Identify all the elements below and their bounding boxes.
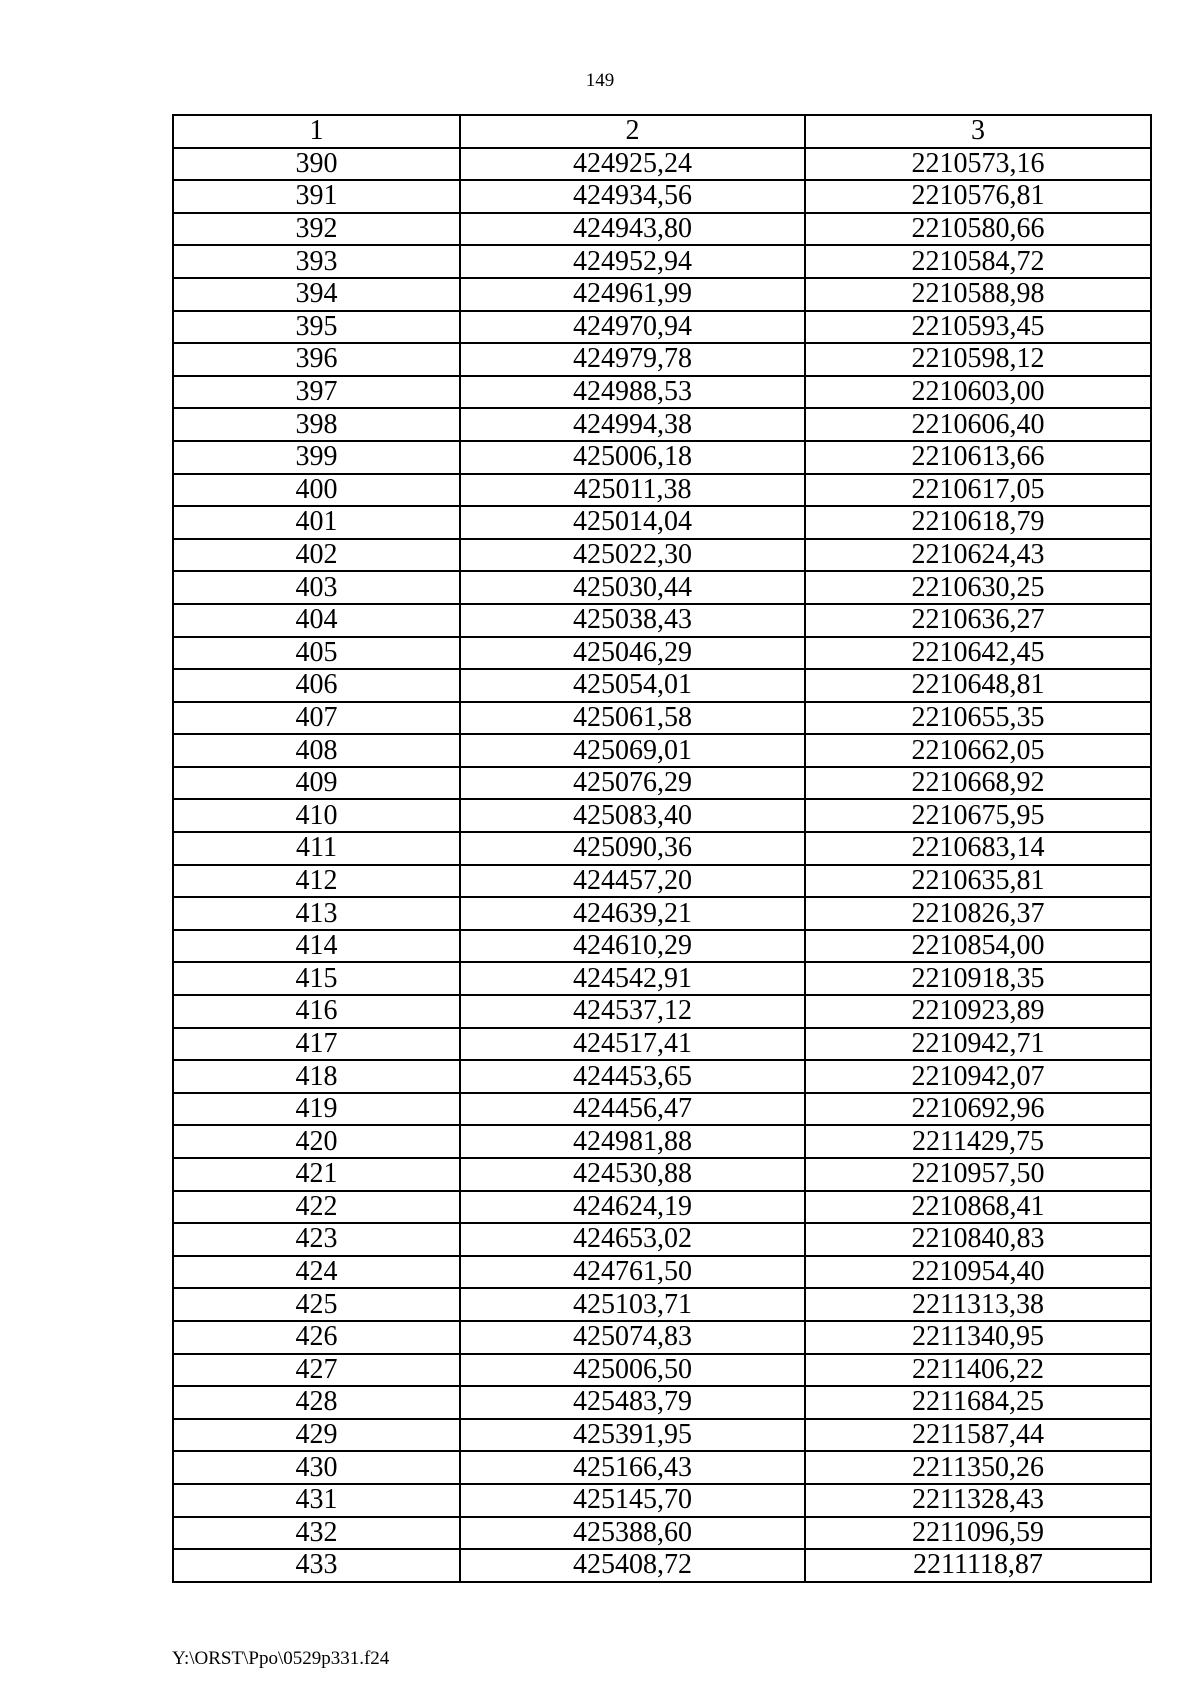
point-number-cell: 431 [173, 1484, 460, 1517]
point-number-cell: 424 [173, 1256, 460, 1289]
point-number-cell: 402 [173, 539, 460, 572]
point-number-cell: 433 [173, 1549, 460, 1582]
table-row [173, 604, 1151, 637]
table-row [173, 1386, 1151, 1419]
y-coordinate-cell: 2210868,41 [805, 1191, 1151, 1224]
x-coordinate-cell: 425145,70 [460, 1484, 805, 1517]
y-coordinate-cell: 2210655,35 [805, 702, 1151, 735]
y-coordinate-cell: 2210630,25 [805, 571, 1151, 604]
x-coordinate-cell: 425022,30 [460, 539, 805, 572]
y-coordinate-cell: 2210668,92 [805, 767, 1151, 800]
table-row [173, 343, 1151, 376]
table-row [173, 1093, 1151, 1126]
x-coordinate-cell: 425006,18 [460, 441, 805, 474]
y-coordinate-cell: 2210606,40 [805, 408, 1151, 441]
y-coordinate-cell: 2210683,14 [805, 832, 1151, 865]
table-row [173, 702, 1151, 735]
x-coordinate-cell: 424624,19 [460, 1191, 805, 1224]
x-coordinate-cell: 424970,94 [460, 311, 805, 344]
table-row [173, 734, 1151, 767]
table-row [173, 962, 1151, 995]
point-number-cell: 420 [173, 1125, 460, 1158]
point-number-cell: 421 [173, 1158, 460, 1191]
table-row [173, 767, 1151, 800]
x-coordinate-cell: 424925,24 [460, 148, 805, 181]
point-number-cell: 426 [173, 1321, 460, 1354]
y-coordinate-cell: 2210576,81 [805, 180, 1151, 213]
y-coordinate-cell: 2210954,40 [805, 1256, 1151, 1289]
table-row [173, 1354, 1151, 1387]
x-coordinate-cell: 424639,21 [460, 897, 805, 930]
x-coordinate-cell: 424981,88 [460, 1125, 805, 1158]
y-coordinate-cell: 2211313,38 [805, 1288, 1151, 1321]
column-header-1: 1 [173, 115, 460, 148]
point-number-cell: 432 [173, 1517, 460, 1550]
x-coordinate-cell: 424979,78 [460, 343, 805, 376]
page-number: 149 [585, 70, 615, 91]
point-number-cell: 392 [173, 213, 460, 246]
x-coordinate-cell: 424610,29 [460, 930, 805, 963]
x-coordinate-cell: 425011,38 [460, 474, 805, 507]
x-coordinate-cell: 424453,65 [460, 1060, 805, 1093]
table-row [173, 408, 1151, 441]
point-number-cell: 403 [173, 571, 460, 604]
y-coordinate-cell: 2210923,89 [805, 995, 1151, 1028]
y-coordinate-cell: 2210840,83 [805, 1223, 1151, 1256]
y-coordinate-cell: 2211096,59 [805, 1517, 1151, 1550]
point-number-cell: 404 [173, 604, 460, 637]
x-coordinate-cell: 425083,40 [460, 799, 805, 832]
y-coordinate-cell: 2210573,16 [805, 148, 1151, 181]
x-coordinate-cell: 425103,71 [460, 1288, 805, 1321]
point-number-cell: 412 [173, 865, 460, 898]
y-coordinate-cell: 2210588,98 [805, 278, 1151, 311]
table-row [173, 278, 1151, 311]
x-coordinate-cell: 425483,79 [460, 1386, 805, 1419]
y-coordinate-cell: 2211340,95 [805, 1321, 1151, 1354]
point-number-cell: 425 [173, 1288, 460, 1321]
table-row [173, 832, 1151, 865]
x-coordinate-cell: 424988,53 [460, 376, 805, 409]
y-coordinate-cell: 2210854,00 [805, 930, 1151, 963]
table-row [173, 1321, 1151, 1354]
point-number-cell: 390 [173, 148, 460, 181]
point-number-cell: 414 [173, 930, 460, 963]
y-coordinate-cell: 2210942,07 [805, 1060, 1151, 1093]
point-number-cell: 394 [173, 278, 460, 311]
y-coordinate-cell: 2210598,12 [805, 343, 1151, 376]
x-coordinate-cell: 425038,43 [460, 604, 805, 637]
table-row [173, 213, 1151, 246]
x-coordinate-cell: 425391,95 [460, 1419, 805, 1452]
point-number-cell: 393 [173, 245, 460, 278]
y-coordinate-cell: 2211406,22 [805, 1354, 1151, 1387]
y-coordinate-cell: 2210584,72 [805, 245, 1151, 278]
x-coordinate-cell: 425006,50 [460, 1354, 805, 1387]
table-row [173, 1256, 1151, 1289]
x-coordinate-cell: 425166,43 [460, 1451, 805, 1484]
table-row [173, 930, 1151, 963]
x-coordinate-cell: 425030,44 [460, 571, 805, 604]
point-number-cell: 419 [173, 1093, 460, 1126]
y-coordinate-cell: 2211429,75 [805, 1125, 1151, 1158]
x-coordinate-cell: 425408,72 [460, 1549, 805, 1582]
column-header-2: 2 [460, 115, 805, 148]
y-coordinate-cell: 2210618,79 [805, 506, 1151, 539]
table-row [173, 799, 1151, 832]
table-row [173, 571, 1151, 604]
point-number-cell: 413 [173, 897, 460, 930]
point-number-cell: 399 [173, 441, 460, 474]
x-coordinate-cell: 424994,38 [460, 408, 805, 441]
y-coordinate-cell: 2211328,43 [805, 1484, 1151, 1517]
y-coordinate-cell: 2211587,44 [805, 1419, 1151, 1452]
x-coordinate-cell: 424934,56 [460, 180, 805, 213]
table-row [173, 148, 1151, 181]
y-coordinate-cell: 2210826,37 [805, 897, 1151, 930]
point-number-cell: 401 [173, 506, 460, 539]
point-number-cell: 427 [173, 1354, 460, 1387]
point-number-cell: 409 [173, 767, 460, 800]
point-number-cell: 422 [173, 1191, 460, 1224]
y-coordinate-cell: 2210675,95 [805, 799, 1151, 832]
x-coordinate-cell: 424961,99 [460, 278, 805, 311]
point-number-cell: 410 [173, 799, 460, 832]
y-coordinate-cell: 2210648,81 [805, 669, 1151, 702]
table-row [173, 1517, 1151, 1550]
y-coordinate-cell: 2211350,26 [805, 1451, 1151, 1484]
point-number-cell: 395 [173, 311, 460, 344]
table-row [173, 1484, 1151, 1517]
y-coordinate-cell: 2210624,43 [805, 539, 1151, 572]
footer-file-path: Y:\ORST\Ppo\0529p331.f24 [172, 1648, 390, 1669]
x-coordinate-cell: 425388,60 [460, 1517, 805, 1550]
point-number-cell: 415 [173, 962, 460, 995]
x-coordinate-cell: 424952,94 [460, 245, 805, 278]
table-row [173, 637, 1151, 670]
y-coordinate-cell: 2211118,87 [805, 1549, 1151, 1582]
x-coordinate-cell: 424943,80 [460, 213, 805, 246]
y-coordinate-cell: 2210617,05 [805, 474, 1151, 507]
table-row [173, 311, 1151, 344]
y-coordinate-cell: 2210918,35 [805, 962, 1151, 995]
table-row [173, 865, 1151, 898]
point-number-cell: 400 [173, 474, 460, 507]
x-coordinate-cell: 425014,04 [460, 506, 805, 539]
x-coordinate-cell: 424456,47 [460, 1093, 805, 1126]
table-row [173, 180, 1151, 213]
table-row [173, 1158, 1151, 1191]
y-coordinate-cell: 2210636,27 [805, 604, 1151, 637]
x-coordinate-cell: 425074,83 [460, 1321, 805, 1354]
table-row [173, 669, 1151, 702]
table-row [173, 1288, 1151, 1321]
y-coordinate-cell: 2210662,05 [805, 734, 1151, 767]
y-coordinate-cell: 2210635,81 [805, 865, 1151, 898]
point-number-cell: 391 [173, 180, 460, 213]
point-number-cell: 417 [173, 1028, 460, 1061]
coordinates-table [172, 114, 1152, 1583]
table-row [173, 1223, 1151, 1256]
table-row [173, 1028, 1151, 1061]
x-coordinate-cell: 424517,41 [460, 1028, 805, 1061]
table-header-row [173, 115, 1151, 148]
point-number-cell: 406 [173, 669, 460, 702]
point-number-cell: 428 [173, 1386, 460, 1419]
x-coordinate-cell: 424537,12 [460, 995, 805, 1028]
y-coordinate-cell: 2210603,00 [805, 376, 1151, 409]
point-number-cell: 416 [173, 995, 460, 1028]
y-coordinate-cell: 2210613,66 [805, 441, 1151, 474]
point-number-cell: 430 [173, 1451, 460, 1484]
column-header-3: 3 [805, 115, 1151, 148]
point-number-cell: 408 [173, 734, 460, 767]
y-coordinate-cell: 2210593,45 [805, 311, 1151, 344]
x-coordinate-cell: 425076,29 [460, 767, 805, 800]
x-coordinate-cell: 425069,01 [460, 734, 805, 767]
point-number-cell: 411 [173, 832, 460, 865]
table-row [173, 1451, 1151, 1484]
point-number-cell: 397 [173, 376, 460, 409]
x-coordinate-cell: 424457,20 [460, 865, 805, 898]
table-row [173, 995, 1151, 1028]
point-number-cell: 407 [173, 702, 460, 735]
x-coordinate-cell: 424761,50 [460, 1256, 805, 1289]
table-row [173, 1419, 1151, 1452]
table-row [173, 376, 1151, 409]
point-number-cell: 429 [173, 1419, 460, 1452]
x-coordinate-cell: 425046,29 [460, 637, 805, 670]
point-number-cell: 418 [173, 1060, 460, 1093]
table-row [173, 245, 1151, 278]
x-coordinate-cell: 425061,58 [460, 702, 805, 735]
y-coordinate-cell: 2210957,50 [805, 1158, 1151, 1191]
y-coordinate-cell: 2210692,96 [805, 1093, 1151, 1126]
x-coordinate-cell: 424542,91 [460, 962, 805, 995]
table-row [173, 539, 1151, 572]
y-coordinate-cell: 2210642,45 [805, 637, 1151, 670]
y-coordinate-cell: 2211684,25 [805, 1386, 1151, 1419]
table-row [173, 1191, 1151, 1224]
y-coordinate-cell: 2210580,66 [805, 213, 1151, 246]
table-row [173, 441, 1151, 474]
point-number-cell: 396 [173, 343, 460, 376]
table-row [173, 1549, 1151, 1582]
table-row [173, 1125, 1151, 1158]
table-row [173, 506, 1151, 539]
x-coordinate-cell: 424530,88 [460, 1158, 805, 1191]
y-coordinate-cell: 2210942,71 [805, 1028, 1151, 1061]
table-row [173, 897, 1151, 930]
table-row [173, 474, 1151, 507]
x-coordinate-cell: 425090,36 [460, 832, 805, 865]
point-number-cell: 423 [173, 1223, 460, 1256]
table-body [173, 148, 1151, 1582]
point-number-cell: 398 [173, 408, 460, 441]
point-number-cell: 405 [173, 637, 460, 670]
x-coordinate-cell: 424653,02 [460, 1223, 805, 1256]
x-coordinate-cell: 425054,01 [460, 669, 805, 702]
table-row [173, 1060, 1151, 1093]
